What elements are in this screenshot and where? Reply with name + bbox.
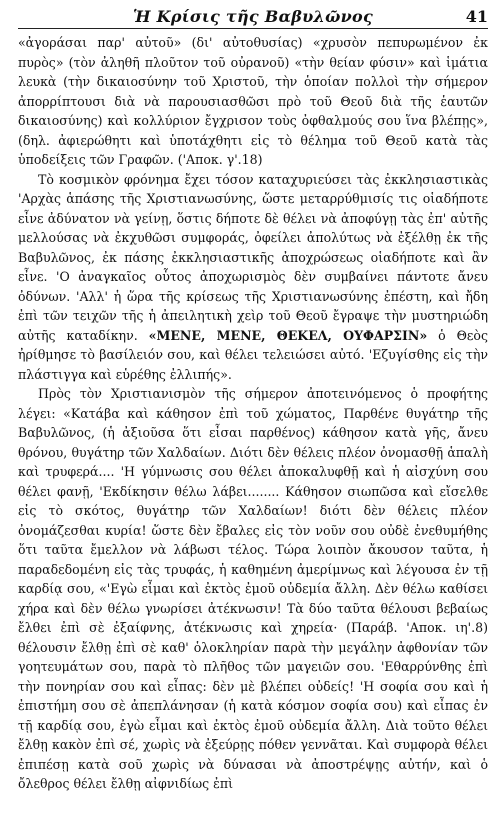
page-header	[18, 6, 488, 29]
book-page	[18, 6, 488, 820]
paragraph-3: Πρὸς τὸν Χριστιανισμὸν τῆς σήμερον ἀποτεινόμενος ὁ προφήτης λέγει: «Κατάβα καὶ κάθησον ἐπὶ τοῦ χώματος, Παρθένε θυγάτηρ τῆς Βαβυλῶνος, (ἡ ἀξιοῦσα ὅτι εἶσαι παρθένος) κάθησον κατὰ γῆς, ἄνευ θρόνου, θυγάτηρ τῶν Χαλδαίων. Διότι δὲν θέλεις πλέον ὀνομασθῇ ἁπαλὴ καὶ τρυφερά.... 'Η γύμνωσις σου θέλει ἀποκαλυφθῇ καὶ ἡ αἰσχύνη σου θέλει φανῇ, 'Εκδίκησιν θέλω λάβει........ Κάθησον σιωπῶσα καὶ εἴσελθε εἰς τὸ σκότος, θυγάτηρ τῶν Χαλδαίων! διότι δὲν θέλεις πλέον ὀνομάζεσθαι κυρία! ὥστε δὲν ἔβαλες εἰς τὸν νοῦν σου οὐδὲ ἐνεθυμήθης ὅτι ταῦτα ἔμελλον νὰ λάβωσι τέλος. Τώρα λοιπὸν ἄκουσον ταῦτα, ἡ παραδεδομένη εἰς τὰς τρυφάς, ἡ καθημένη ἀμερίμνως καὶ λέγουσα ἐν τῇ καρδίᾳ σου, «'Εγὼ εἶμαι καὶ ἐκτὸς ἐμοῦ οὐδεμία ἄλλη. Δὲν θέλω καθίσει χήρα καὶ δὲν θέλω γνωρίσει ἀτέκνωσιν! Τὰ δύο ταῦτα θέλουσι βεβαίως ἔλθει ἐπὶ σὲ ἐξαίφνης, ἀτέκνωσις καὶ χηρεία· (Παράβ. 'Αποκ. ιη'.8) θέλουσιν ἔλθῃ ἐπὶ σὲ καθ' ὁλοκληρίαν παρὰ τὴν μεγάλην ἀφθονίαν τῶν γοητευμάτων σου, παρὰ τὸ πλῆθος τῶν μαγειῶν σου. 'Εθαρρύνθης ἐπὶ τὴν πονηρίαν σου καὶ εἶπας: δὲν μὲ βλέπει οὐδείς! 'Η σοφία σου καὶ ἡ ἐπιστήμη σου σὲ ἀπεπλάνησαν (ἡ κατὰ κόσμον σοφία σου) καὶ εἶπας ἐν τῇ καρδίᾳ σου, ἐγὼ εἶμαι καὶ ἐκτὸς ἐμοῦ οὐδεμία ἄλλη. Διὰ τοῦτο θέλει ἔλθῃ κακὸν ἐπὶ σέ, χωρὶς νὰ ἐξεύρῃς πόθεν γεννᾶται. Καὶ συμφορὰ θέλει ἐπιπέσῃ κατὰ σοῦ χωρὶς νὰ δύνασαι νὰ ἀποστρέψῃς αὐτήν, καὶ ὁ ὄλεθρος θέλει ἔλθῃ αἰφνιδίως ἐπὶ	[18, 386, 488, 791]
paragraph-2-text: Τὸ κοσμικὸν φρόνημα ἔχει τόσον καταχυριεύσει τὰς ἐκκλησιαστικὰς 'Αρχὰς ἁπάσης τῆς Χριστιανωσύνης, ὥστε μεταρρύθμισίς τις οἱαδήποτε εἶνε ἀδύνατον νὰ γείνῃ, ὅστις δήποτε δὲ θέλει νὰ ἀποφύγῃ τὰς ἐπ' αὐτῆς μελλούσας νὰ ἐκχυθῶσι συμφοράς, ὀφείλει ἀπολύτως νὰ ἐξέλθῃ ἐκ τῆς Βαβυλῶνος, ἐκ πάσης ἐκκλησιαστικῆς ἀποχρώσεως οἱαδήποτε καὶ ἂν εἶνε. 'Ο ἀναγκαῖος οὗτος ἀποχωρισμὸς δὲν συμβαίνει πάντοτε ἄνευ ὀδύνων. 'Αλλ' ἡ ὥρα τῆς κρίσεως τῆς Χριστιανωσύνης ἐπέστη, καὶ ἤδη ἐπὶ τῶν τειχῶν τῆς ἡ ἀπειλητικὴ χεὶρ τοῦ Θεοῦ ἔγραψε τὴν μυστηριώδη αὐτῆς καταδίκην.	[18, 171, 488, 343]
paragraph-2	[18, 170, 488, 385]
body-text	[18, 33, 488, 794]
mene-inscription: «ΜΕΝΕ, ΜΕΝΕ, ΘΕΚΕΛ, ΟΥΦΑΡΣΙΝ»	[148, 327, 428, 343]
paragraph-1: «ἀγοράσαι παρ' αὐτοῦ» (δι' αὐτοθυσίας) «χρυσὸν πεπυρωμένον ἐκ πυρὸς» (τὸν ἀληθῆ πλοῦτον τοῦ οὐρανοῦ) «τὴν θείαν φύσιν» καὶ ἱμάτια λευκὰ (τὴν δικαιοσύνην τοῦ Χριστοῦ, τὴν ὁποίαν πολλοὶ τὴν σήμερον ἀπορρίπτουσι διὰ νὰ παρουσιασθῶσι πρὸ τοῦ Θεοῦ διὰ τῆς ἑαυτῶν δικαιοσύνης) καὶ κολλύριον ἔγχρισον τοὺς ὀφθαλμούς σου ἵνα βλέπῃς», (δηλ. ἀφιερώθητι καὶ ὑποτάχθητι εἰς τὸ θέλημα τοῦ Θεοῦ κατὰ τὰς ὑποδείξεις τῶν Γραφῶν. ('Αποκ. γ'.18)	[18, 35, 488, 167]
page-number: 41	[465, 7, 488, 26]
running-title: Ἡ Κρίσις τῆς Βαβυλῶνος	[132, 7, 374, 26]
paragraph-2-continuation: ὁ Θεὸς ἠρίθμησε τὸ βασίλειόν σου, καὶ θέλει τελειώσει αὐτό. 'Εζυγίσθης εἰς τὴν πλάστιγγα καὶ εὑρέθης ἐλλιπής».	[18, 327, 488, 382]
